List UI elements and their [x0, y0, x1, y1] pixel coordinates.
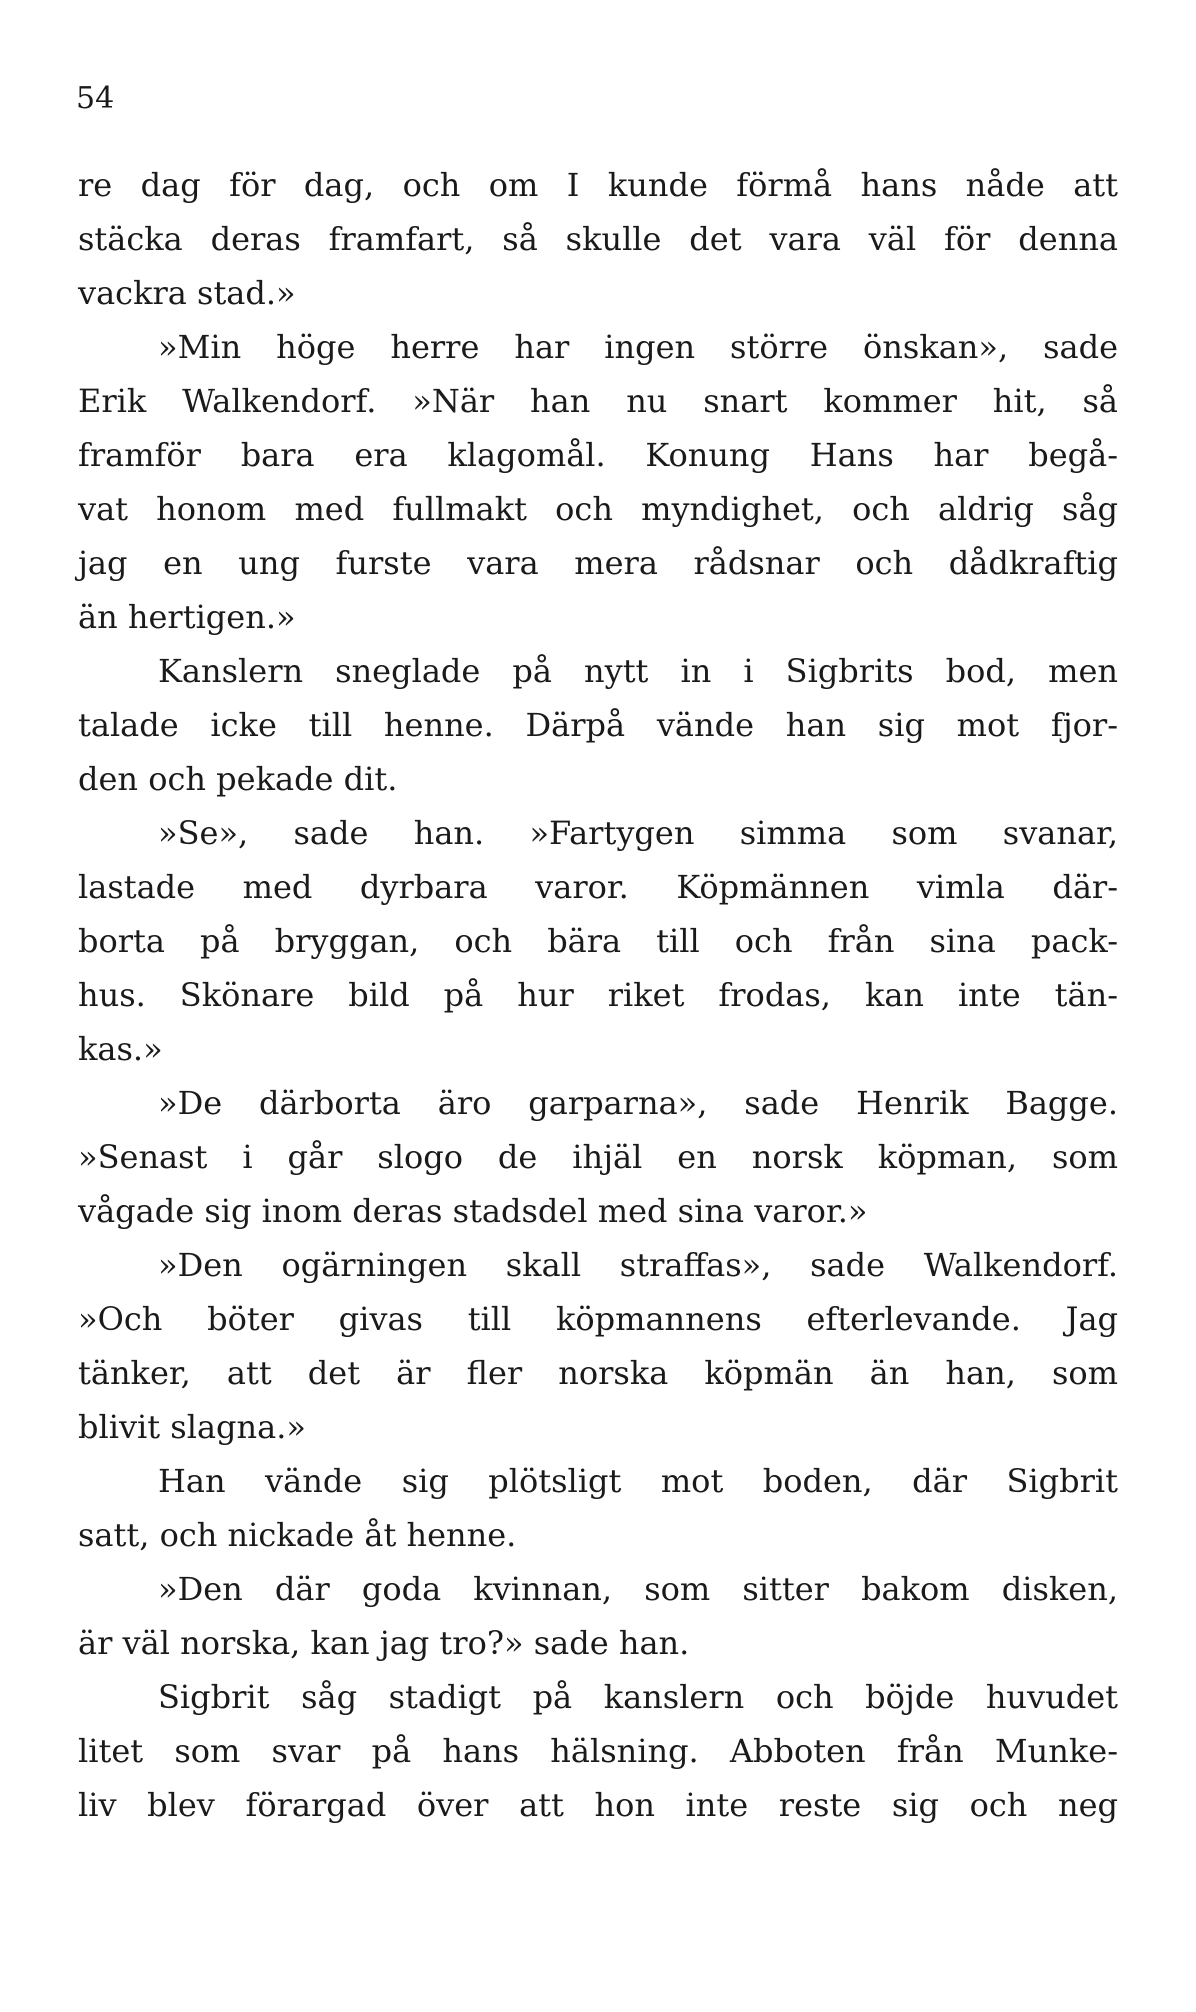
text-line: vackra stad.» [78, 274, 296, 312]
text-line: blivit slagna.» [78, 1408, 306, 1446]
text-line: hus. Skönare bild på hur riket frodas, kan inte tän- [78, 976, 1118, 1014]
paragraph [78, 320, 1118, 644]
text-line: kas.» [78, 1030, 163, 1068]
text-line: Kanslern sneglade på nytt in i Sigbrits bod, men [158, 652, 1118, 690]
paragraph [78, 1076, 1118, 1238]
text-line: »Min höge herre har ingen större önskan», sade [158, 328, 1118, 366]
text-line: stäcka deras framfart, så skulle det vara väl för denna [78, 220, 1118, 258]
text-line: borta på bryggan, och bära till och från sina pack- [78, 922, 1118, 960]
text-line: vågade sig inom deras stadsdel med sina varor.» [78, 1192, 868, 1230]
text-line: är väl norska, kan jag tro?» sade han. [78, 1624, 690, 1662]
paragraph [78, 806, 1118, 1076]
text-line: satt, och nickade åt henne. [78, 1516, 517, 1554]
text-line: »Den ogärningen skall straffas», sade Walkendorf. [158, 1246, 1118, 1284]
text-line: lastade med dyrbara varor. Köpmännen vimla där- [78, 868, 1118, 906]
text-line: »Och böter givas till köpmannens efterlevande. Jag [78, 1300, 1118, 1338]
text-line: »Den där goda kvinnan, som sitter bakom disken, [158, 1570, 1118, 1608]
paragraph [78, 644, 1118, 806]
text-line: tänker, att det är fler norska köpmän än han, som [78, 1354, 1118, 1392]
page-number: 54 [76, 81, 115, 116]
paragraph [78, 1238, 1118, 1454]
text-line: re dag för dag, och om I kunde förmå hans nåde att [78, 166, 1118, 204]
text-line: framför bara era klagomål. Konung Hans har begå- [78, 436, 1118, 474]
text-line: litet som svar på hans hälsning. Abboten från Munke- [78, 1732, 1118, 1770]
text-line: »Senast i går slogo de ihjäl en norsk köpman, som [78, 1138, 1118, 1176]
paragraph [78, 1454, 1118, 1562]
text-line: »Se», sade han. »Fartygen simma som svanar, [158, 814, 1118, 852]
text-line: Han vände sig plötsligt mot boden, där Sigbrit [158, 1462, 1118, 1500]
text-line: Sigbrit såg stadigt på kanslern och böjde huvudet [158, 1678, 1118, 1716]
paragraph [78, 1562, 1118, 1670]
text-line: än hertigen.» [78, 598, 296, 636]
paragraph [78, 158, 1118, 320]
text-line: den och pekade dit. [78, 760, 398, 798]
text-line: Erik Walkendorf. »När han nu snart kommer hit, så [78, 382, 1118, 420]
text-line: »De därborta äro garparna», sade Henrik Bagge. [158, 1084, 1118, 1122]
text-line: jag en ung furste vara mera rådsnar och dådkraftig [78, 544, 1118, 582]
body-text [78, 158, 1118, 1832]
text-line: liv blev förargad över att hon inte reste sig och neg [78, 1786, 1118, 1824]
paragraph [78, 1670, 1118, 1832]
text-line: vat honom med fullmakt och myndighet, och aldrig såg [78, 490, 1118, 528]
text-line: talade icke till henne. Därpå vände han sig mot fjor- [78, 706, 1118, 744]
